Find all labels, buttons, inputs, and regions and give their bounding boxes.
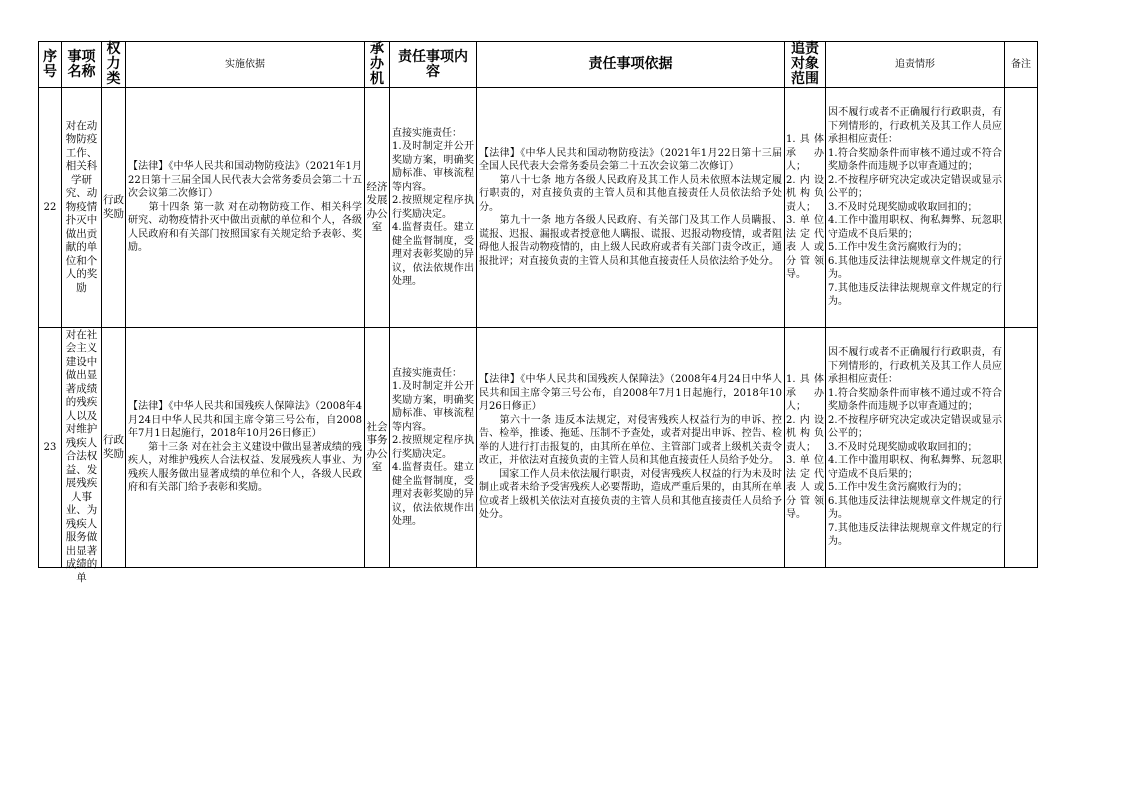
header-item-name: 事项名称 — [62, 42, 102, 88]
responsibility-table — [38, 41, 1038, 584]
row-item-name — [62, 88, 102, 328]
row-remark — [1005, 88, 1038, 328]
row-seq: 23 — [39, 328, 62, 568]
row-content: 直接实施责任： 1.及时制定并公开奖励方案，明确奖励标准、审核流程等内容。 2.按照规定程序执行奖励决定。 4.监督责任。建立健全监督制度，受理对表彰奖励的异议，依法依规作出处理。 — [390, 88, 477, 328]
row-resp-basis: 【法律】《中华人民共和国动物防疫法》（2021年1月22日第十三届全国人民代表大会常务委员会第二十五次会议第二次修订） 第八十七条 地方各级人民政府及其工作人员未依照本法规定履行职责的，对直接负责的主管人员和其他直接责任人员依法给予处分。 第九十一条 地方各级人民政府、有关部门及其工作人员瞒报、谎报、迟报、漏报或者授意他人瞒报、谎报、迟报动物疫情，或者阻碍他人报告动物疫情的，由上级人民政府或者有关部门责令改正，通报批评；对直接负责的主管人员和其他直接责任人员依法给予处分。 — [477, 88, 785, 328]
row-item-name-text: 对在动物防疫工作、相关科学研究、动物疫情扑灭中做出贡献的单位和个人的奖励 — [65, 119, 98, 294]
row-circumstance: 因不履行或者不正确履行行政职责，有下列情形的，行政机关及其工作人员应承担相应责任： 1.符合奖励条件而审核不通过或不符合奖励条件而违规予以审查通过的； 2.不按程序研究决定或决定错误或显示公平的； 3.不及时兑现奖励或收取回扣的； 4.工作中滥用职权、徇私舞弊、玩忽职守造成不良后果的； 5.工作中发生贪污腐败行为的； 6.其他违反法律法规规章文件规定的行为。 7.其他违反法律法规规章文件规定的行为。 — [826, 88, 1005, 328]
header-target: 追责对象范围 — [785, 42, 826, 88]
header-row — [39, 42, 1038, 88]
header-basis: 实施依据 — [126, 42, 365, 88]
row-power-type: 行政奖励 — [102, 88, 126, 328]
row-power-type: 行政奖励 — [102, 328, 126, 568]
row-dept: 社会事务办公室 — [365, 328, 390, 568]
row-remark — [1005, 328, 1038, 568]
table-row — [39, 328, 1038, 568]
header-circumstance: 追责情形 — [826, 42, 1005, 88]
header-dept: 承办机 — [365, 42, 390, 88]
row-dept: 经济发展办公室 — [365, 88, 390, 328]
header-remark: 备注 — [1005, 42, 1038, 88]
header-resp-basis: 责任事项依据 — [477, 42, 785, 88]
header-content: 责任事项内容 — [390, 42, 477, 88]
row-content: 直接实施责任： 1.及时制定并公开奖励方案，明确奖励标准、审核流程等内容。 2.按照规定程序执行奖励决定。 4.监督责任。建立健全监督制度，受理对表彰奖励的异议，依法依规作出处理。 — [390, 328, 477, 568]
row-item-name-text: 对在社会主义建设中做出显著成绩的残疾人以及对维护残疾人合法权益、发展残疾人事业、为残疾人服务做出显著成绩的单 — [65, 328, 98, 584]
row-resp-basis: 【法律】《中华人民共和国残疾人保障法》（2008年4月24日中华人民共和国主席令第三号公布，自2008年7月1日起施行，2018年10月26日修正） 第六十一条 违反本法规定，对侵害残疾人权益行为的申诉、控告、检举，推诿、拖延、压制不予查处，或者对提出申诉、控告、检举的人进行打击报复的，由其所在单位、主管部门或者上级机关责令改正，并依法对直接负责的主管人员和其他直接责任人员给予处分。 国家工作人员未依法履行职责，对侵害残疾人权益的行为未及时制止或者未给予受害残疾人必要帮助，造成严重后果的，由其所在单位或者上级机关依法对直接负责的主管人员和其他直接责任人员给予处分。 — [477, 328, 785, 568]
row-item-name — [62, 328, 102, 584]
row-target: 1.具体承办人； 2.内设机构负责人； 3.单位法定代表人或分管领导。 — [785, 328, 826, 568]
table-row — [39, 88, 1038, 328]
row-basis: 【法律】《中华人民共和国动物防疫法》（2021年1月22日第十三届全国人民代表大会常务委员会第二十五次会议第二次修订） 第十四条 第一款 对在动物防疫工作、相关科学研究、动物疫情扑灭中做出贡献的单位和个人，各级人民政府和有关部门按照国家有关规定给予表彰、奖励。 — [126, 88, 365, 328]
row-basis: 【法律】《中华人民共和国残疾人保障法》（2008年4月24日中华人民共和国主席令第三号公布，自2008年7月1日起施行，2018年10月26日修正） 第十三条 对在社会主义建设中做出显著成绩的残疾人，对维护残疾人合法权益、发展残疾人事业、为残疾人服务做出显著成绩的单位和个人，各级人民政府和有关部门给予表彰和奖励。 — [126, 328, 365, 568]
header-power-type: 权力类 — [102, 42, 126, 88]
row-circumstance: 因不履行或者不正确履行行政职责，有下列情形的，行政机关及其工作人员应承担相应责任： 1.符合奖励条件而审核不通过或不符合奖励条件而违规予以审查通过的； 2.不按程序研究决定或决定错误或显示公平的； 3.不及时兑现奖励或收取回扣的； 4.工作中滥用职权、徇私舞弊、玩忽职守造成不良后果的； 5.工作中发生贪污腐败行为的； 6.其他违反法律法规规章文件规定的行为。 7.其他违反法律法规规章文件规定的行为。 — [826, 328, 1005, 568]
row-target: 1.具体承办人； 2.内设机构负责人； 3.单位法定代表人或分管领导。 — [785, 88, 826, 328]
header-seq: 序号 — [39, 42, 62, 88]
row-seq: 22 — [39, 88, 62, 328]
